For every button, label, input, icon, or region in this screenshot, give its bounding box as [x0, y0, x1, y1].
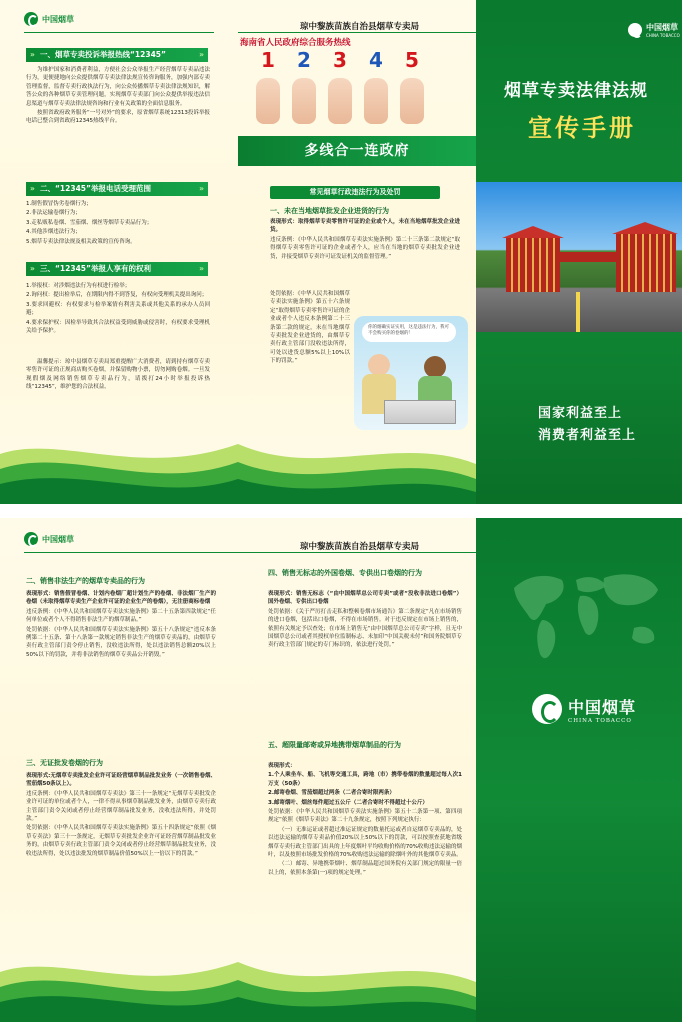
hand-one-finger-icon: [256, 78, 280, 124]
penalty-body-3: [26, 772, 216, 859]
bridge-gallery-icon: [560, 252, 616, 262]
penalty-body-1: [270, 218, 460, 262]
hotline-digit: 5: [405, 48, 419, 72]
pavilion-right-icon: [616, 234, 676, 292]
china-tobacco-logo-icon: [24, 532, 38, 546]
penalty-law: 违反条例：《中华人民共和国烟草专卖法》第三十一条规定“无烟草专卖批发企业许可证的单位或者个人，一律不得从事烟草制品批发业务，由烟草专卖行政主管部门责令关闭或者停止经营烟草制品批发业务，没收违法所得，并处罚款。”: [26, 790, 216, 823]
penalty-basis-text: 处罚依据：《中华人民共和国烟草专卖法实施条例》第五十二条第一项、第四项规定“依照《烟草专卖法》第二十九条规定，按照下列规定执行：: [268, 809, 462, 824]
penalty-basis-item: （二）邮寄、异地携带烟叶、烟草制品超过国务院有关部门规定的限量一倍以上的，依照本条第(一)项的规定处理。”: [268, 861, 462, 876]
hotline-paragraph-1: 为维护国家和消费者利益，方便社会公众举报生产经营烟草专卖品违法行为，更便捷地向公众提供烟草专卖法律法规宣传咨询服务，加强内部专卖管理监督，监督专卖行政执法行为，向公众传播烟草专卖法律法规知识，解答公众的各种烟草专卖管理问题，实现烟草专卖部门向公众提供举报违法信息渠道与烟草专卖法律法规咨询和行业有关政策的全面信息服务。: [26, 67, 210, 107]
penalty-form: 表现形式：销售假冒卷烟、计划内卷烟厂超计划生产的卷烟、非法烟厂生产的卷烟（未取得烟草专卖生产企业许可证的企业生产的卷烟），无注册商标卷烟: [26, 591, 216, 606]
slogan-consumer: 消费者利益至上: [538, 428, 637, 443]
hand-five-fingers-icon: [400, 78, 424, 124]
penalty-heading-1: 一、未在当地烟草批发企业进货的行为: [270, 207, 389, 215]
green-wave-decoration: [238, 942, 476, 1022]
panel-back-cover: [476, 518, 682, 1022]
penalty-body-4: [268, 590, 462, 651]
list-item: 5.烟草专卖法律法规及相关政策的宣传咨询。: [26, 238, 136, 245]
brand-name: 中国烟草: [646, 23, 678, 32]
penalty-law: 违反条例：《中华人民共和国烟草专卖法实施条例》第二十五条第四款规定“任何单位或者个人不得销售非法生产的烟草制品。”: [26, 608, 216, 624]
penalty-basis: [270, 290, 350, 367]
divider: [24, 32, 214, 33]
penalty-body-5: [268, 762, 462, 878]
hotline-digit: 4: [369, 48, 383, 72]
penalty-heading-5: 五、超限量邮寄或异地携带烟草制品的行为: [268, 741, 401, 749]
slogan-national: 国家利益至上: [538, 406, 623, 421]
hand-two-fingers-icon: [292, 78, 316, 124]
road-line-icon: [576, 292, 580, 332]
agency-name: 琼中黎族苗族自治县烟草专卖局: [300, 22, 420, 32]
panel-penalty-2-3: [0, 518, 238, 1022]
divider: [24, 552, 238, 553]
hotline-digit: 1: [261, 48, 275, 72]
penalty-heading-2: 二、销售非法生产的烟草专卖品的行为: [26, 577, 145, 585]
divider: [238, 552, 476, 553]
cover-title: 烟草专卖法律法规: [504, 81, 648, 101]
green-wave-decoration: [0, 424, 238, 504]
back-cover-brand: [532, 694, 636, 724]
wind-rain-bridge-photo: [476, 182, 682, 332]
china-tobacco-logo-icon: [532, 694, 562, 724]
list-item: 4.要求保护权：因检举导致其合法权益受到威胁或侵害时，有权要求受理机关给予保护。: [26, 319, 210, 335]
brand-name: 中国烟草: [568, 697, 637, 717]
hand-four-fingers-icon: [364, 78, 388, 124]
penalty-basis-text: 处罚依据：《关于严厉打击走私和整顿卷烟市场通告》第二条规定“凡在市场销售的进口卷烟，包括出口卷烟，不得在市场销售。对于违反规定在市场上销售的，依照有关规定予以查处；在市场上销售无“由中国烟草总公司专卖”字样，且无中国烟草总公司或者其授权单位监制标志、未加印“中国关税未付”和国务院烟草专卖行政主管部门规定的专门标识的，依法进行处罚。”: [268, 608, 462, 649]
brand-logo: [24, 12, 74, 26]
shop-illustration: [354, 316, 468, 430]
brand-name: 中国烟草: [42, 14, 74, 24]
list-item: 1.制售假冒伪劣卷烟行为；: [26, 201, 92, 207]
penalty-form: 表现形式：销售无标志（“由中国烟草总公司专卖”或者“没收非法进口卷烟”）国外卷烟、专供出口卷烟: [268, 591, 462, 606]
list-item: 2.非法运输卷烟行为；: [26, 210, 81, 217]
panel-front-cover: [476, 0, 682, 504]
green-wave-decoration: [0, 942, 238, 1022]
penalty-basis-text: 处罚依据：《中华人民共和国烟草专卖法实施条例》第五十八条规定“违反本条例第二十五条、第十八条第一款规定销售非法生产的烟草专卖品的，由烟草专卖行政主管部门责令停止销售，没收违法所得，处以违法销售总额20%以上50%以下的罚款，并将非法销售的烟草专卖品公开销毁。”: [26, 626, 216, 658]
penalty-form: 表现形式:无烟草专卖批发企业许可证经营烟草制品批发业务（一次销售卷烟、雪茄烟50条以上）。: [26, 773, 216, 788]
penalty-heading-4: 四、销售无标志的外国卷烟、专供出口卷烟的行为: [268, 569, 422, 577]
list-item: 2.询问权：提出检举后，在期限内得不到答复，有权向受理机关提出询问；: [26, 292, 208, 299]
brand-name-en: CHINA TOBACCO: [568, 717, 632, 724]
speech-bubble: 你的烟确实证实用，这是违法行为，我可不会购买你的卷烟的！: [362, 322, 456, 342]
world-map-icon: [506, 558, 666, 668]
brochure-inside: [0, 518, 682, 1022]
hand-three-fingers-icon: [328, 78, 352, 124]
section-title-hotline: » 一、烟草专卖投诉举报热线“12345” »: [26, 48, 208, 62]
list-item: 1.举报权：对涉烟违法行为有权进行检举；: [26, 283, 131, 289]
rights-list: [26, 282, 210, 336]
cigarette-counter-icon: [384, 400, 456, 424]
penalty-body-2: [26, 590, 216, 660]
pavilion-left-icon: [506, 238, 560, 292]
china-tobacco-logo-icon: [24, 12, 38, 26]
agency-name: 琼中黎族苗族自治县烟草专卖局: [300, 542, 420, 552]
penalty-form-title: 表现形式：: [268, 763, 296, 769]
shopkeeper-head-icon: [368, 354, 390, 376]
pavilion-roof-right-icon: [612, 222, 678, 234]
cover-subtitle: 宣传手册: [528, 113, 636, 142]
penalty-form: 表现形式：取得烟草专卖零售许可证的企业或个人，未在当地烟草批发企业进货。: [270, 219, 460, 234]
penalty-basis-text: 处罚依据：《中华人民共和国烟草专卖法实施条例》第五十四条规定“依照《烟草专卖法》第三十一条规定，无烟草专卖批发企业许可证经营烟草制品批发业务的，由烟草专卖行政主管部门责令关闭或者停止经营烟草制品批发业务，没收违法所得，处以违法批发的烟草制品价值50%以上一倍以下的罚款。”: [26, 825, 216, 857]
hotline-digit: 2: [297, 48, 311, 72]
banner-multi-line: 多线合一连政府: [238, 136, 476, 166]
list-item: 3.走私贩私卷烟、雪茄烟、烟丝等烟草专卖品行为；: [26, 219, 153, 226]
panel-penalty-4-5: [238, 518, 476, 1022]
china-tobacco-logo-icon: [628, 23, 642, 37]
list-item: 2.邮寄卷烟、雪茄烟超过两条（二者合寄时限两条）: [268, 790, 395, 797]
brand-logo: [24, 532, 74, 546]
warm-tip: [26, 358, 210, 393]
penalty-basis-text: 处罚依据：《中华人民共和国烟草专卖法实施条例》第五十六条规定“取得烟草专卖零售许可证的企业或者个人违反本条例第二十三条第二款的规定，未在当地烟草专卖批发企业进货的，由烟草专卖行政主管部门没收违法所得，可处以进货总额5%以上10%以下的罚款。”: [270, 291, 350, 365]
list-item: 1.个人乘坐车、船、飞机等交通工具，跨地（市）携带卷烟的数量超过每人次1万支（50条）: [268, 772, 462, 787]
section-title-scope: » 二、“12345”举报电话受理范围 »: [26, 182, 208, 196]
hotline-digit: 3: [333, 48, 347, 72]
hotline-digits: [250, 48, 430, 72]
divider: [238, 32, 476, 33]
penalty-subtitle: 常见烟草行政违法行为及处罚: [270, 186, 440, 199]
penalty-basis-item: （一）无准运证或者超过准运证规定的数量托运或者自运烟草专卖品的，处以违法运输的烟草专卖品价值20%以上50%以下的罚款，可以按照查获地省级烟草专卖行政主管部门出具的上年度烟叶平均收购价格的70%收购违法运输的烟叶，以及按照市场批发价格的70%收购违法运输的除烟叶外的其他烟草专卖品。: [268, 826, 462, 859]
panel-hotline-info: [0, 0, 238, 504]
list-item: 3.邮寄烟叶、烟丝每件超过五公斤（二者合寄时不得超过十公斤）: [268, 799, 428, 806]
hotline-title: 海南省人民政府综合服务热线: [240, 38, 351, 48]
brand-name-en: CHINA TOBACCO: [646, 33, 680, 38]
scope-list: [26, 200, 210, 247]
penalty-heading-3: 三、无证批发卷烟的行为: [26, 759, 103, 767]
list-item: 4.其他涉烟违法行为；: [26, 229, 81, 236]
brochure-outside: [0, 0, 682, 504]
section-body-hotline: [26, 66, 210, 127]
customer-head-icon: [424, 356, 446, 378]
section-title-rights: » 三、“12345”举报人享有的权利 »: [26, 262, 208, 276]
hotline-paragraph-2: 按照省政府政务服务“一号对外”的要求，原省烟草系统12313投诉举报电话已整合到省政府12345热线平台。: [26, 110, 210, 125]
cover-brand-logo: [628, 22, 680, 38]
pavilion-roof-left-icon: [502, 226, 564, 238]
penalty-law: 违反条例：《中华人民共和国烟草专卖法实施条例》第二十三条第二款规定“取得烟草专卖零售许可证的企业或者个人，应当在当地的烟草专卖批发企业进货，并接受烟草专卖许可证发证机关的监督管理。”: [270, 236, 460, 260]
list-item: 3.要求回避权：有权要求与检举案情有利害关系或其他关系的承办人员回避；: [26, 301, 210, 317]
green-wave-decoration: [238, 424, 476, 504]
warm-tip-text: 温馨提示：琼中县烟草专卖局郑重提醒广大消费者，请到持有烟草专卖零售许可证的正规商店购买卷烟，并保留购物小票，切勿网购卷烟。一旦发现假烟及网络销售烟草专卖品行为，请拨打24小时举报投诉热线“12345”，维护您的合法权益。: [26, 359, 210, 391]
panel-penalty-1: [238, 0, 476, 504]
brand-name: 中国烟草: [42, 534, 74, 544]
